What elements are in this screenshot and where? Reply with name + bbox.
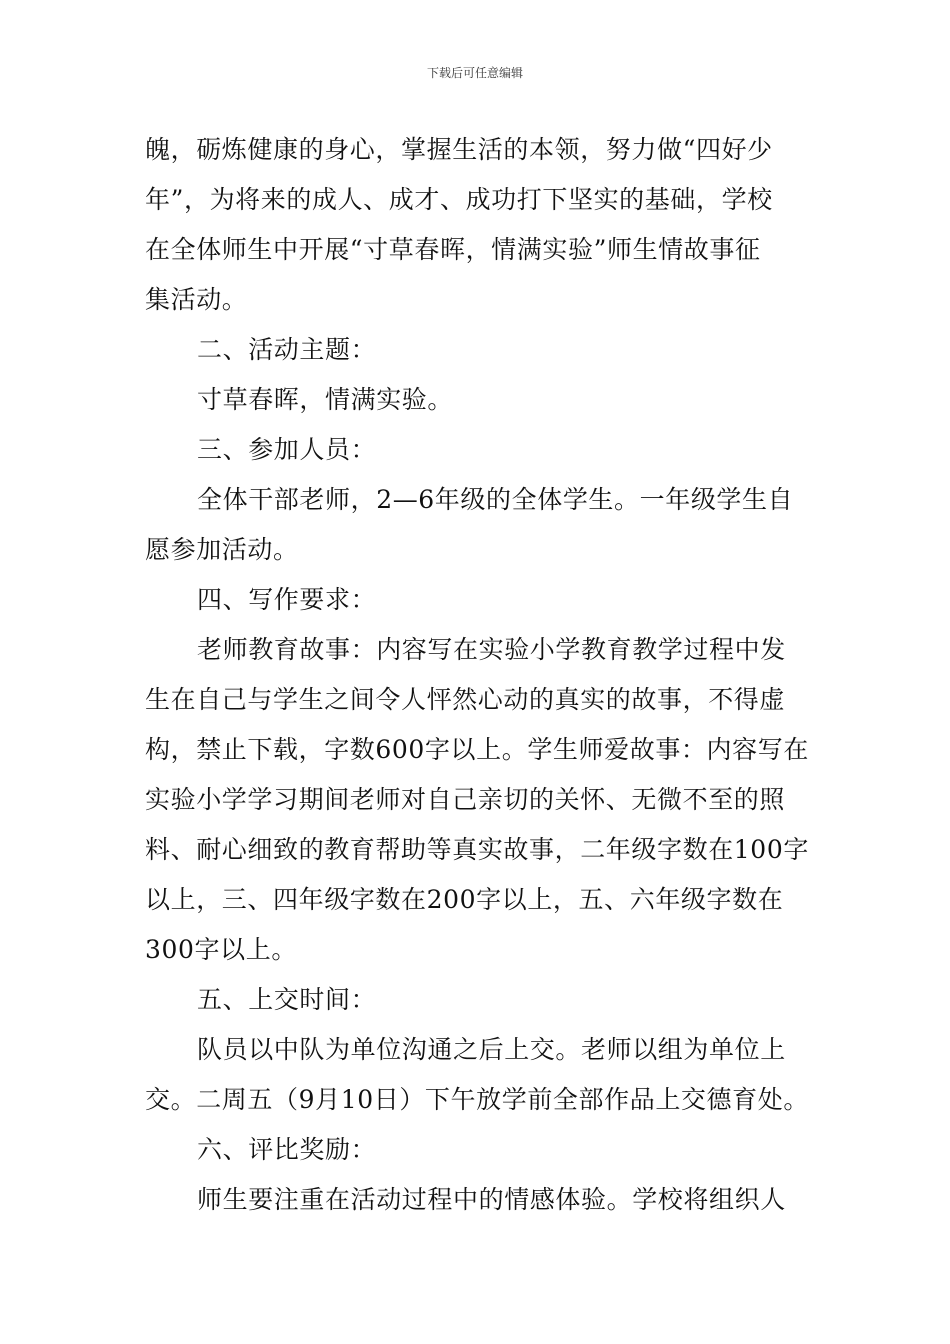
text-line: 实验小学学习期间老师对自己亲切的关怀、无微不至的照 (145, 785, 786, 814)
text-line: 在全体师生中开展“寸草春晖，情满实验”师生情故事征 (145, 235, 761, 264)
text-line: 生在自己与学生之间令人怦然心动的真实的故事，不得虚 (145, 685, 786, 714)
text-line: 集活动。 (145, 285, 248, 314)
text-line: 全体干部老师，2—6年级的全体学生。一年级学生自 (197, 485, 794, 514)
text-line: 年”，为将来的成人、成才、成功打下坚实的基础，学校 (145, 185, 773, 214)
text-line: 交。二周五（9月10日）下午放学前全部作品上交德育处。 (145, 1085, 809, 1114)
page-header-note: 下载后可任意编辑 (426, 66, 523, 80)
section-heading-submission-time: 五、上交时间： (197, 985, 377, 1014)
text-line: 队员以中队为单位沟通之后上交。老师以组为单位上 (197, 1035, 786, 1064)
text-line: 寸草春晖，情满实验。 (197, 385, 454, 414)
text-line: 300字以上。 (145, 935, 297, 964)
text-line: 老师教育故事：内容写在实验小学教育教学过程中发 (197, 635, 786, 664)
section-heading-participants: 三、参加人员： (197, 435, 377, 464)
text-line: 以上，三、四年级字数在200字以上，五、六年级字数在 (145, 885, 784, 914)
section-heading-writing-requirements: 四、写作要求： (197, 585, 377, 614)
section-heading-theme: 二、活动主题： (197, 335, 377, 364)
document-body (145, 125, 810, 1225)
text-line: 料、耐心细致的教育帮助等真实故事，二年级字数在100字 (145, 835, 809, 864)
text-line: 魄，砺炼健康的身心，掌握生活的本领，努力做“四好少 (145, 135, 773, 164)
text-line: 愿参加活动。 (145, 535, 299, 564)
text-line: 师生要注重在活动过程中的情感体验。学校将组织人 (197, 1185, 786, 1214)
text-line: 构，禁止下载，字数600字以上。学生师爱故事：内容写在 (145, 735, 809, 764)
section-heading-awards: 六、评比奖励： (197, 1135, 377, 1164)
